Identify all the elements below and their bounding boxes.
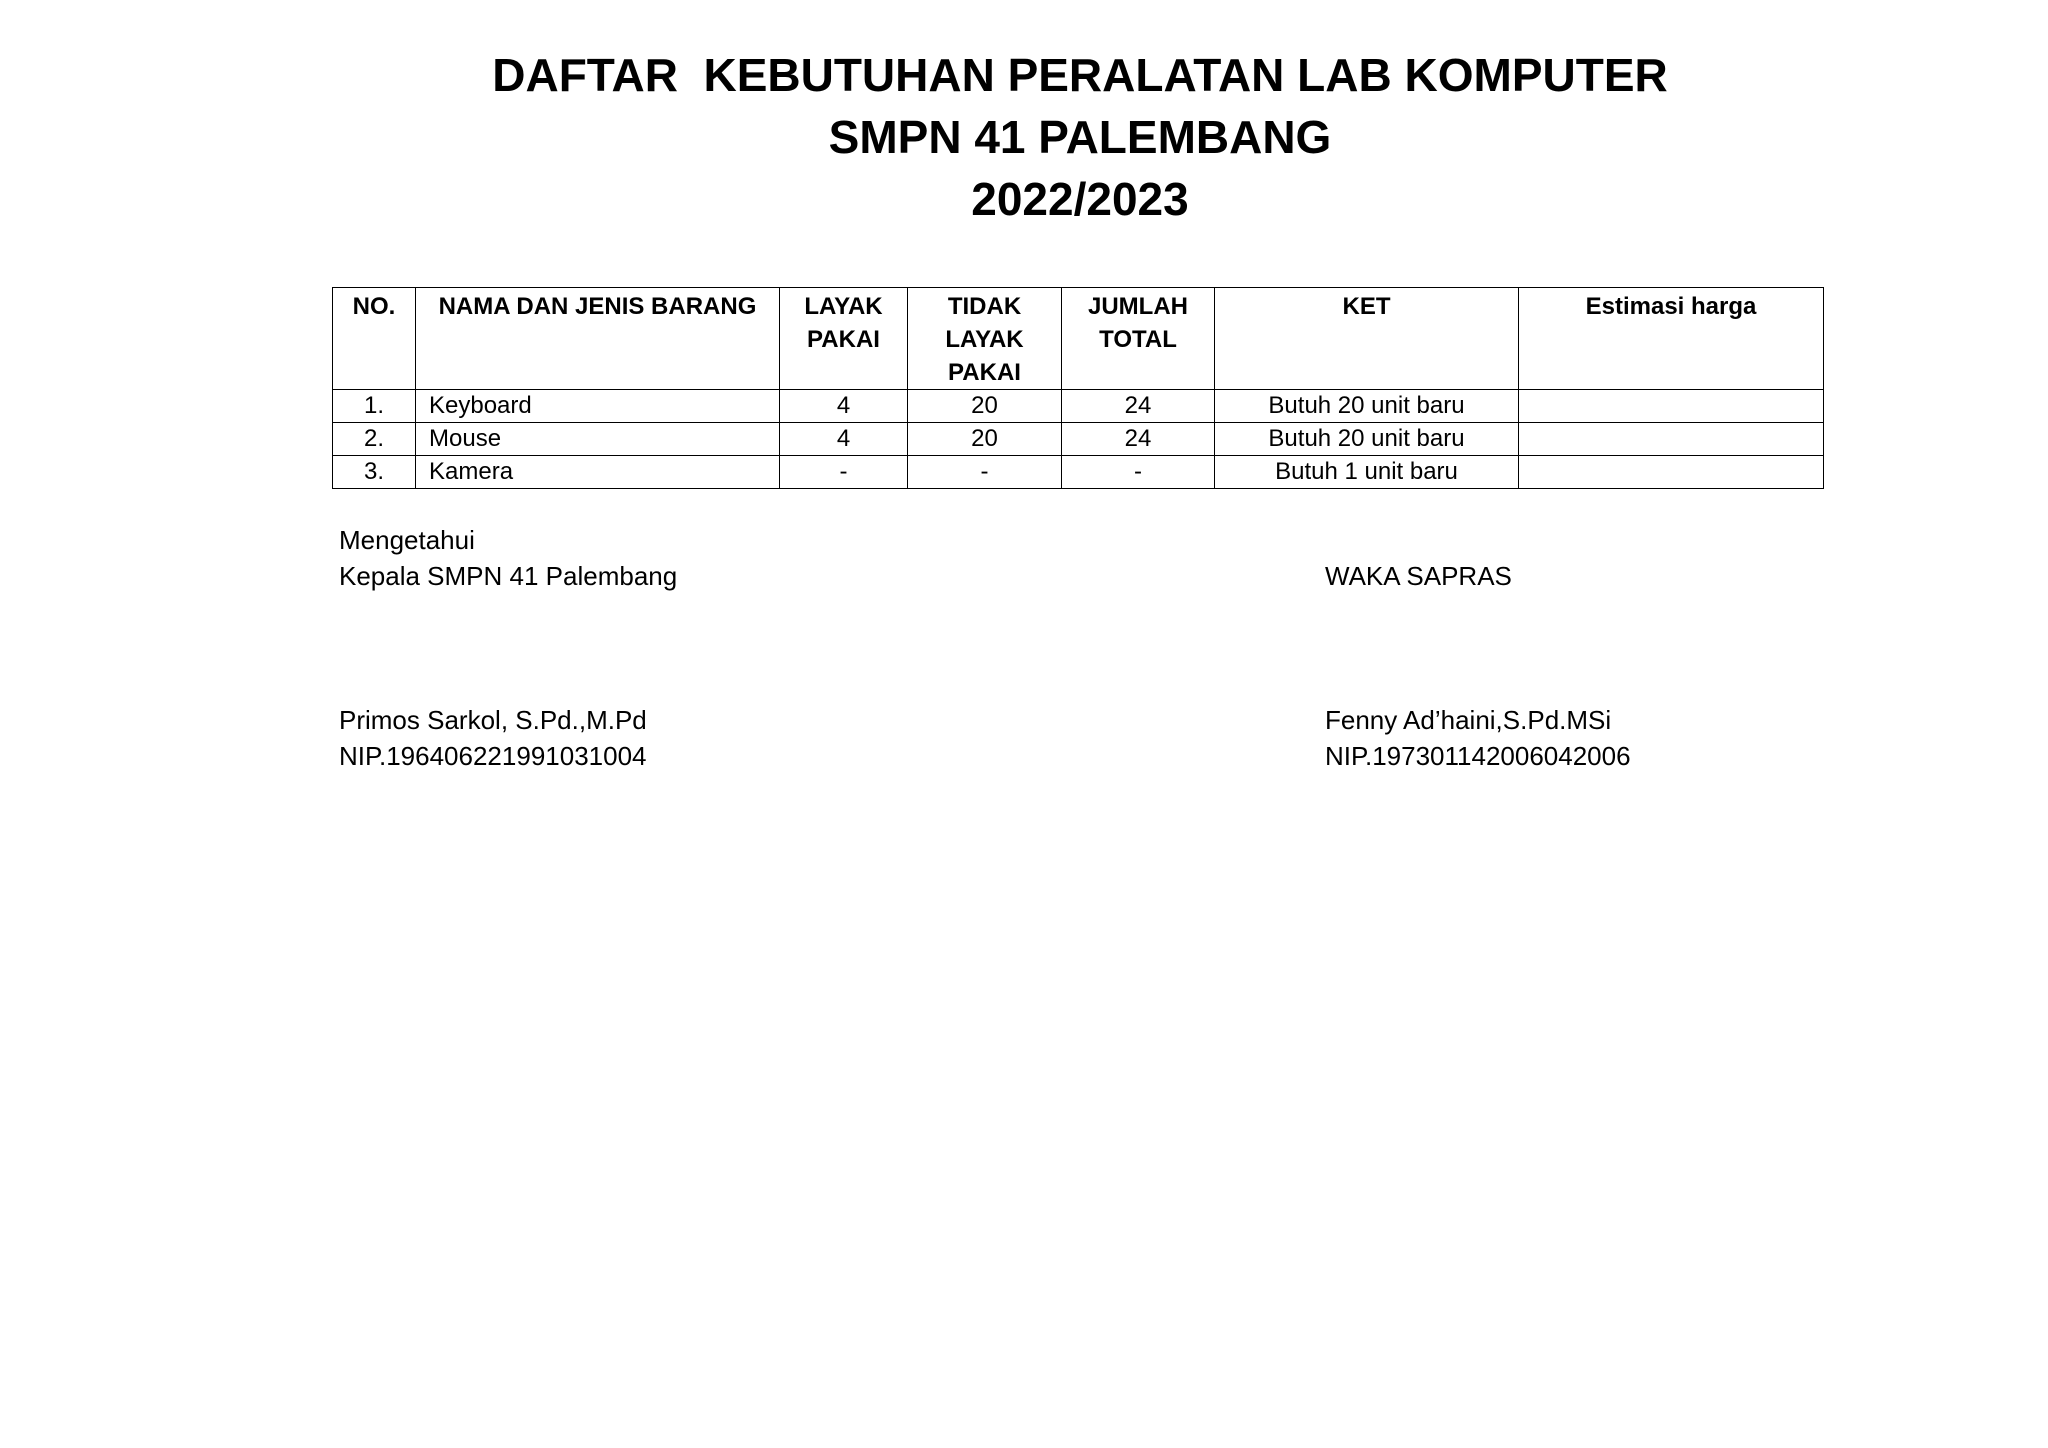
cell-jumlah: - bbox=[1062, 456, 1215, 489]
cell-tidak-layak: 20 bbox=[908, 423, 1062, 456]
cell-nama: Keyboard bbox=[416, 390, 780, 423]
signature-right-name: Fenny Ad’haini,S.Pd.MSi bbox=[1325, 705, 1612, 735]
cell-tidak-layak: - bbox=[908, 456, 1062, 489]
cell-estimasi bbox=[1519, 456, 1824, 489]
signature-left-nip: NIP.196406221991031004 bbox=[339, 741, 647, 771]
cell-no: 1. bbox=[333, 390, 416, 423]
signature-left-name: Primos Sarkol, S.Pd.,M.Pd bbox=[339, 705, 647, 735]
cell-nama: Mouse bbox=[416, 423, 780, 456]
header-jumlah-total: JUMLAH TOTAL bbox=[1062, 288, 1215, 390]
cell-estimasi bbox=[1519, 390, 1824, 423]
cell-jumlah: 24 bbox=[1062, 423, 1215, 456]
signature-left-mengetahui: Mengetahui bbox=[339, 525, 475, 555]
cell-tidak-layak: 20 bbox=[908, 390, 1062, 423]
equipment-table bbox=[332, 287, 1824, 489]
header-ket: KET bbox=[1215, 288, 1519, 390]
signature-left-role: Kepala SMPN 41 Palembang bbox=[339, 561, 678, 591]
cell-estimasi bbox=[1519, 423, 1824, 456]
cell-nama: Kamera bbox=[416, 456, 780, 489]
cell-ket: Butuh 1 unit baru bbox=[1215, 456, 1519, 489]
header-no: NO. bbox=[333, 288, 416, 390]
cell-ket: Butuh 20 unit baru bbox=[1215, 423, 1519, 456]
header-estimasi-harga: Estimasi harga bbox=[1519, 288, 1824, 390]
table-header-row bbox=[333, 288, 1824, 390]
table-row bbox=[333, 423, 1824, 456]
cell-layak: 4 bbox=[780, 423, 908, 456]
title-line-3: 2022/2023 bbox=[971, 173, 1189, 225]
table-row bbox=[333, 390, 1824, 423]
title-line-2: SMPN 41 PALEMBANG bbox=[828, 111, 1332, 163]
header-nama: NAMA DAN JENIS BARANG bbox=[416, 288, 780, 390]
cell-jumlah: 24 bbox=[1062, 390, 1215, 423]
table-row bbox=[333, 456, 1824, 489]
cell-no: 2. bbox=[333, 423, 416, 456]
title-line-1: DAFTAR KEBUTUHAN PERALATAN LAB KOMPUTER bbox=[492, 49, 1668, 101]
cell-no: 3. bbox=[333, 456, 416, 489]
document-title bbox=[330, 44, 1830, 230]
signature-right-nip: NIP.197301142006042006 bbox=[1325, 741, 1631, 771]
cell-layak: 4 bbox=[780, 390, 908, 423]
header-tidak-layak-pakai: TIDAK LAYAK PAKAI bbox=[908, 288, 1062, 390]
header-layak-pakai: LAYAK PAKAI bbox=[780, 288, 908, 390]
cell-layak: - bbox=[780, 456, 908, 489]
cell-ket: Butuh 20 unit baru bbox=[1215, 390, 1519, 423]
signature-right-role: WAKA SAPRAS bbox=[1325, 561, 1512, 591]
